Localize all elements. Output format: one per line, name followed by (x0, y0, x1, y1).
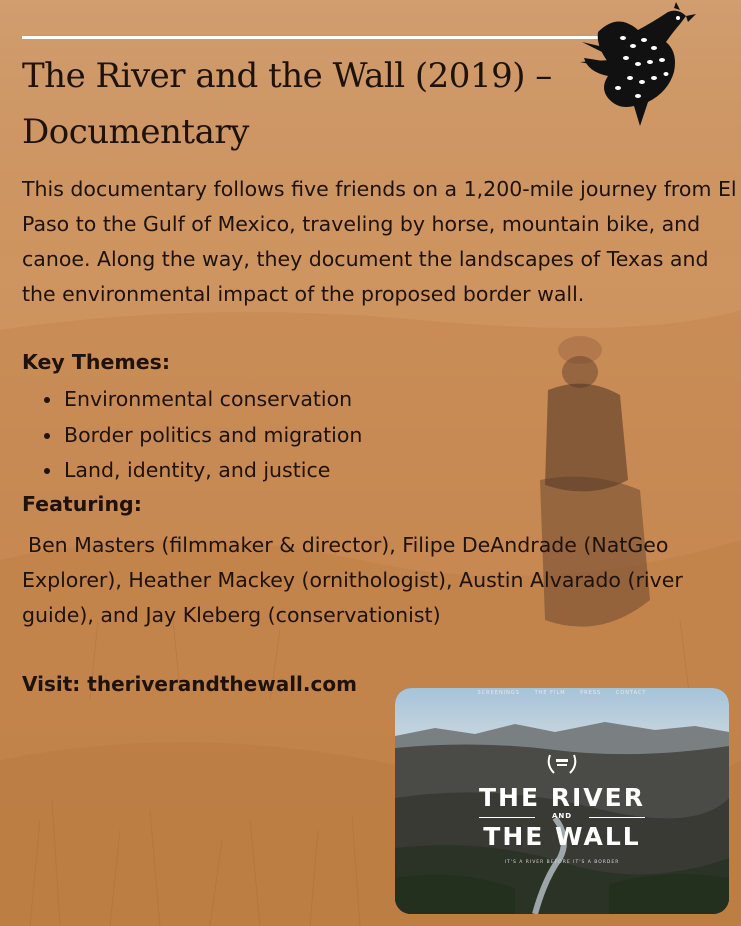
list-item: Environmental conservation (22, 382, 362, 418)
website-link[interactable]: Visit: theriverandthewall.com (22, 672, 357, 696)
themes-list (22, 382, 362, 489)
description-paragraph: This documentary follows five friends on a 1,200-mile journey from El Paso to the Gulf of Mexico, traveling by horse, mountain bike, and canoe. Along the way, they document the landscapes of Texas and the environmental impact of the proposed border wall. (22, 177, 737, 306)
laurel-award-icon (544, 751, 580, 777)
poster-tagline: IT'S A RIVER BEFORE IT'S A BORDER (504, 860, 620, 865)
film-poster-image (395, 688, 729, 914)
featuring-paragraph: Ben Masters (filmmaker & director), Filipe DeAndrade (NatGeo Explorer), Heather Mackey (ornithologist), Austin Alvarado (river guide), and Jay Kleberg (conservationist) (22, 533, 683, 627)
poster-title-line2: THE WALL (483, 822, 641, 851)
poster-divider-right (589, 817, 645, 818)
page-title: The River and the Wall (2019) – Documentary (22, 56, 552, 152)
title-rule (22, 36, 622, 39)
poster-title-line1: THE RIVER (479, 783, 645, 812)
featuring-heading: Featuring: (22, 492, 142, 516)
list-item: Border politics and migration (22, 418, 362, 454)
poster-and: AND (551, 812, 573, 820)
list-item: Land, identity, and justice (22, 453, 362, 489)
poster-nav-item: PRESS (580, 690, 602, 696)
poster-nav-item: SCREENINGS (477, 690, 520, 696)
key-themes-heading: Key Themes: (22, 350, 171, 374)
poster-nav-item: CONTACT (615, 690, 647, 696)
poster-nav-item: THE FILM (534, 690, 566, 696)
poster-nav (395, 690, 729, 696)
roadrunner-bird-icon (578, 2, 698, 128)
